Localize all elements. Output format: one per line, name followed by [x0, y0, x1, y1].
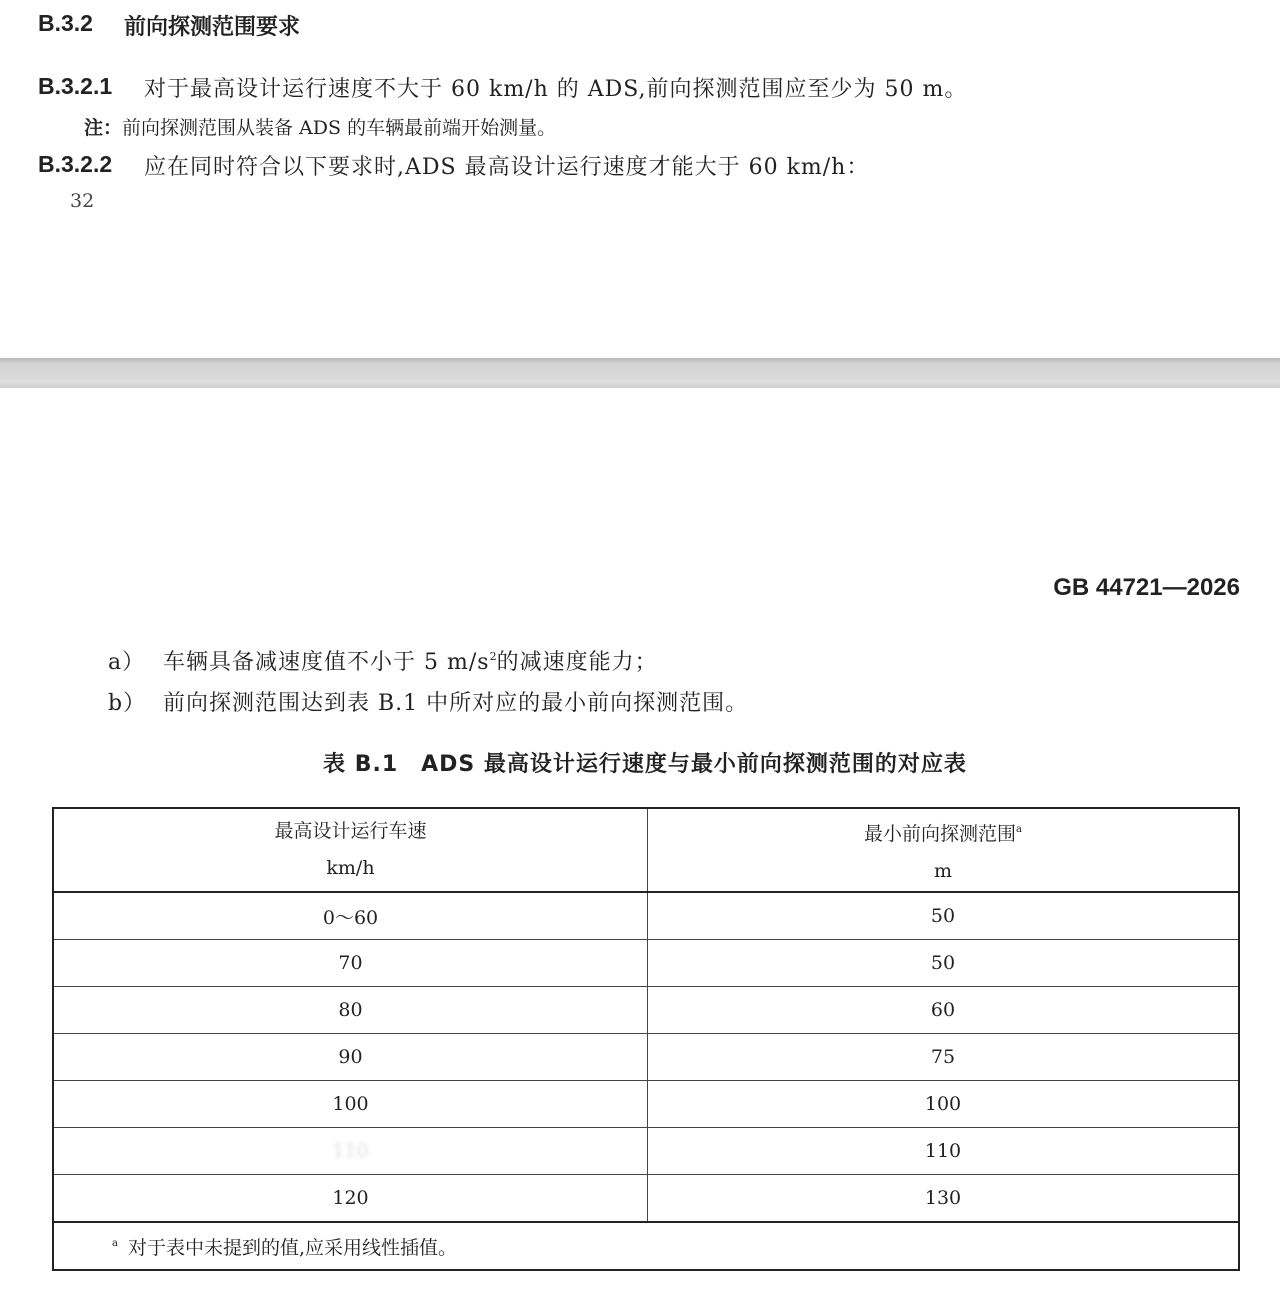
obscured-value: 110 — [332, 1140, 369, 1162]
cell-range: 110 — [648, 1128, 1240, 1175]
clause-text-1: 对于最高设计运行速度不大于 60 km/h 的 ADS,前向探测范围应至少为 50 m。 — [144, 77, 968, 102]
table-row — [53, 940, 1239, 987]
table-row — [53, 1175, 1239, 1223]
table-caption: 表 B.1 ADS 最高设计运行速度与最小前向探测范围的对应表 — [323, 752, 967, 777]
header-range-label: 最小前向探测范围 — [864, 822, 1017, 845]
standard-id: GB 44721—2026 — [1053, 574, 1240, 601]
header-range-label-wrap — [648, 811, 1238, 853]
cell-speed-obscured — [53, 1128, 648, 1175]
table-row — [53, 1034, 1239, 1081]
header-range — [648, 808, 1240, 892]
list-item-a — [108, 645, 658, 676]
cell-range: 130 — [648, 1175, 1240, 1223]
table-row — [53, 987, 1239, 1034]
superscript-two: 2 — [489, 650, 497, 663]
cell-range: 100 — [648, 1081, 1240, 1128]
list-marker-a: a） — [108, 650, 146, 675]
section-number: B.3.2 — [38, 10, 93, 36]
header-range-unit: m — [933, 859, 953, 882]
list-marker-b: b） — [108, 691, 147, 716]
table-row — [53, 892, 1239, 940]
header-speed — [53, 808, 648, 892]
cell-speed: 120 — [53, 1175, 648, 1223]
list-item-b — [108, 686, 748, 717]
note-text: 前向探测范围从装备 ADS 的车辆最前端开始测量。 — [122, 117, 557, 139]
clause-number-1: B.3.2.1 — [38, 73, 113, 99]
speed-range-table — [52, 807, 1240, 1271]
cell-range: 50 — [648, 940, 1240, 987]
footnote-text: 对于表中未提到的值,应采用线性插值。 — [127, 1236, 458, 1259]
clause-number-2: B.3.2.2 — [38, 151, 113, 177]
page-separator — [0, 358, 1280, 388]
cell-range: 60 — [648, 987, 1240, 1034]
cell-speed: 100 — [53, 1081, 648, 1128]
note — [84, 113, 556, 140]
cell-range: 75 — [648, 1034, 1240, 1081]
footnote-mark: a — [112, 1237, 118, 1249]
table-footnote-row — [53, 1222, 1239, 1270]
table-row — [53, 1081, 1239, 1128]
table-footnote — [53, 1222, 1239, 1270]
cell-speed: 0～60 — [53, 892, 648, 940]
clause-text-2: 应在同时符合以下要求时,ADS 最高设计运行速度才能大于 60 km/h： — [144, 155, 870, 180]
cell-range: 50 — [648, 892, 1240, 940]
cell-speed: 70 — [53, 940, 648, 987]
list-text-b: 前向探测范围达到表 B.1 中所对应的最小前向探测范围。 — [163, 691, 749, 716]
header-speed-label: 最高设计运行车速 — [274, 820, 427, 842]
note-label: 注： — [84, 117, 123, 139]
header-speed-unit: km/h — [326, 857, 375, 879]
list-text-a-before: 车辆具备减速度值不小于 5 m/s — [163, 650, 490, 675]
header-range-footnote-mark: a — [1016, 823, 1022, 835]
section-title: 前向探测范围要求 — [124, 15, 301, 40]
list-text-a-after: 的减速度能力； — [496, 650, 658, 675]
page-number: 32 — [70, 190, 95, 212]
cell-speed: 90 — [53, 1034, 648, 1081]
table-header-row — [53, 808, 1239, 892]
table-row — [53, 1128, 1239, 1175]
cell-speed: 80 — [53, 987, 648, 1034]
